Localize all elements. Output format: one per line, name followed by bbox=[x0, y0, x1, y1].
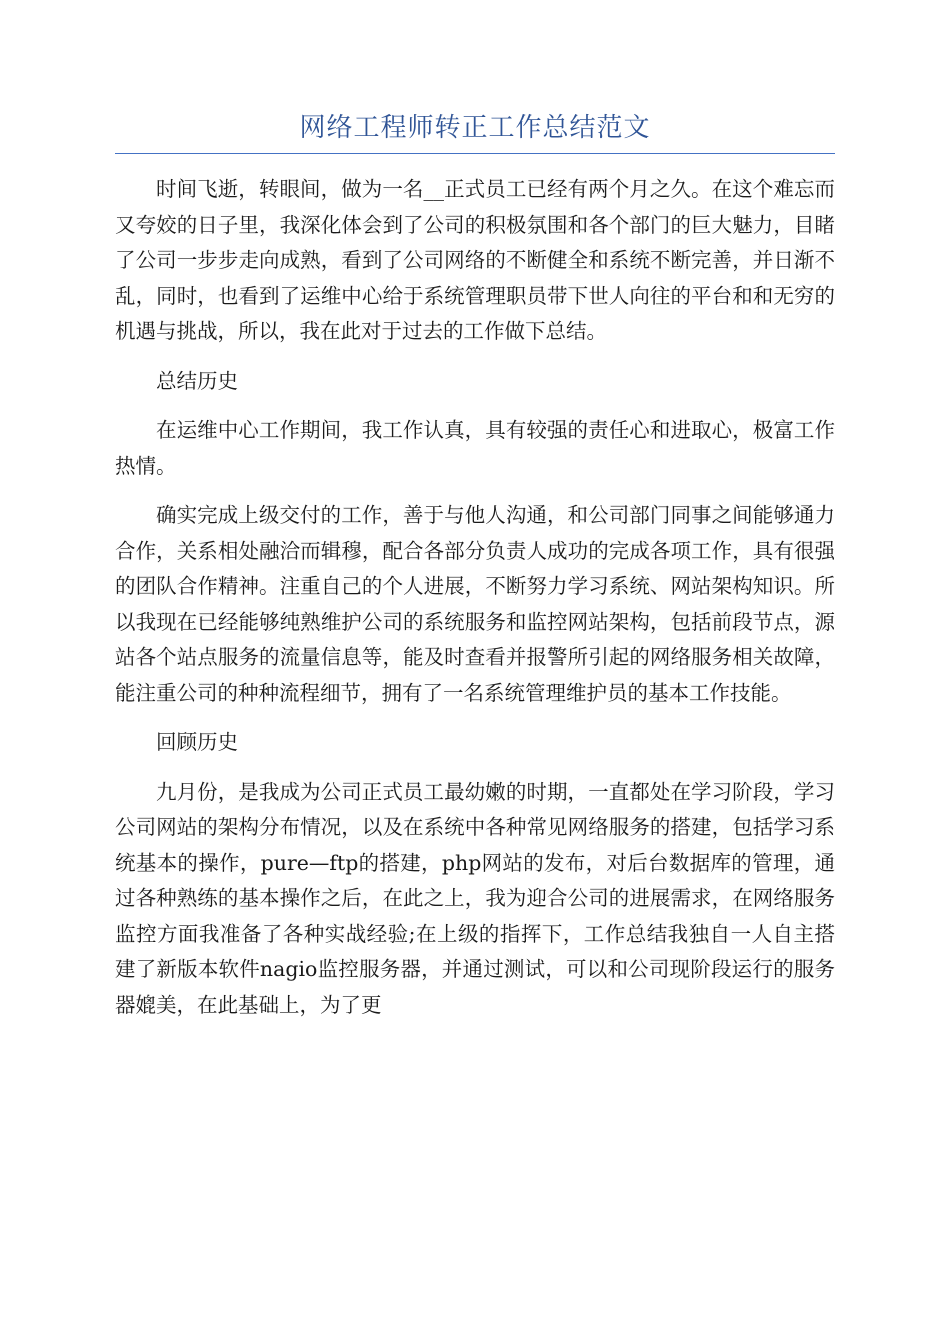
document-body bbox=[115, 172, 835, 1037]
paragraph-teamwork: 确实完成上级交付的工作，善于与他人沟通，和公司部门同事之间能够通力合作，关系相处融洽而辑穆，配合各部分负责人成功的完成各项工作，具有很强的团队合作精神。注重自己的个人进展，不断努力学习系统、网站架构知识。所以我现在已经能够纯熟维护公司的系统服务和监控网站架构，包括前段节点，源站各个站点服务的流量信息等，能及时查看并报警所引起的网络服务相关故障，能注重公司的种种流程细节，拥有了一名系统管理维护员的基本工作技能。 bbox=[115, 503, 835, 705]
paragraph-intro: 时间飞逝，转眼间，做为一名__正式员工已经有两个月之久。在这个难忘而又夸姣的日子里，我深化体会到了公司的积极氛围和各个部门的巨大魅力，目睹了公司一步步走向成熟，看到了公司网络的不断健全和系统不断完善，并日渐不乱，同时，也看到了运维中心给于系统管理职员带下世人向往的平台和和无穷的机遇与挑战，所以，我在此对于过去的工作做下总结。 bbox=[115, 177, 835, 343]
paragraph-september: 九月份，是我成为公司正式员工最幼嫩的时期，一直都处在学习阶段，学习公司网站的架构分布情况，以及在系统中各种常见网络服务的搭建，包括学习系统基本的操作，pure—ftp的搭建，php网站的发布，对后台数据库的管理，通过各种熟练的基本操作之后，在此之上，我为迎合公司的进展需求，在网络服务监控方面我准备了各种实战经验;在上级的指挥下，工作总结我独自一人自主搭建了新版本软件nagio监控服务器，并通过测试，可以和公司现阶段运行的服务器媲美，在此基础上，为了更 bbox=[115, 779, 835, 1017]
paragraph-work-attitude: 在运维中心工作期间，我工作认真，具有较强的责任心和进取心，极富工作热情。 bbox=[115, 418, 835, 478]
document-title: 网络工程师转正工作总结范文 bbox=[299, 113, 651, 143]
title-underline bbox=[115, 153, 835, 154]
section-heading-summary: 总结历史 bbox=[156, 368, 238, 393]
section-heading-review: 回顾历史 bbox=[156, 730, 238, 754]
